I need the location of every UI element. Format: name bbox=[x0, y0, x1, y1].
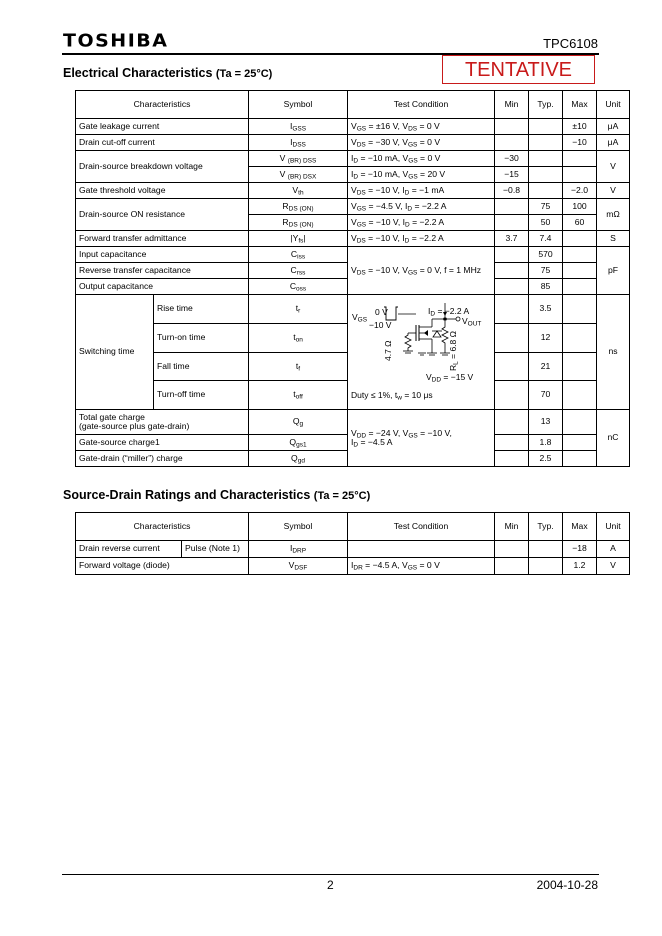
table-row bbox=[76, 410, 630, 435]
symbol: $I_{GSS}$ bbox=[249, 119, 348, 135]
vout-label: $V_{OUT}$ bbox=[462, 316, 482, 328]
switching-label: Turn-on time bbox=[154, 323, 249, 352]
symbol: $I_{DRP}$ bbox=[249, 541, 348, 558]
part-number: TPC6108 bbox=[543, 36, 598, 51]
symbol: $C_{oss}$ bbox=[249, 279, 348, 295]
pulse-high-label: 0 V bbox=[375, 307, 388, 317]
symbol: $I_{DSS}$ bbox=[249, 135, 348, 151]
symbol: $|Y_{fs}|$ bbox=[249, 231, 348, 247]
switching-label: Turn-off time bbox=[154, 381, 249, 410]
typ-value: 85 bbox=[529, 279, 563, 295]
unit: V bbox=[597, 183, 630, 199]
symbol: $Q_{gd}$ bbox=[249, 451, 348, 467]
row-name: Drain-source breakdown voltage bbox=[76, 151, 249, 183]
unit: nC bbox=[597, 410, 630, 467]
max-value: 100 bbox=[563, 199, 597, 215]
table-row bbox=[76, 151, 630, 167]
col-test-condition: Test Condition bbox=[348, 91, 495, 119]
col-symbol: Symbol bbox=[249, 91, 348, 119]
symbol: $V_{DSF}$ bbox=[249, 558, 348, 575]
symbol: V $_{(BR) DSX}$ bbox=[249, 167, 348, 183]
vgs-label: $V_{GS}$ bbox=[352, 312, 368, 324]
table-row bbox=[76, 295, 630, 324]
row-name: Gate threshold voltage bbox=[76, 183, 249, 199]
table-row bbox=[76, 199, 630, 215]
switching-label: Fall time bbox=[154, 352, 249, 381]
table-row bbox=[76, 135, 630, 151]
table-header-row bbox=[76, 513, 630, 541]
symbol: $R_{DS (ON)}$ bbox=[249, 215, 348, 231]
footer-rule bbox=[62, 874, 599, 875]
row-name: Drain cut-off current bbox=[76, 135, 249, 151]
symbol: $t_f$ bbox=[249, 352, 348, 381]
typ-value: 7.4 bbox=[529, 231, 563, 247]
max-value: −18 bbox=[563, 541, 597, 558]
vdd-label: $V_{DD} = -15$ V bbox=[426, 372, 474, 384]
id-label: $I_D = -2.2$ A bbox=[428, 306, 470, 318]
symbol: $C_{iss}$ bbox=[249, 247, 348, 263]
rl-label: $R_L = 6.8$ Ω bbox=[448, 331, 460, 371]
min-value: −0.8 bbox=[495, 183, 529, 199]
typ-value: 1.8 bbox=[529, 435, 563, 451]
typ-value: 50 bbox=[529, 215, 563, 231]
typ-value: 75 bbox=[529, 263, 563, 279]
electrical-table bbox=[75, 90, 630, 467]
table-row bbox=[76, 558, 630, 575]
source-drain-ta: (Ta = 25°C) bbox=[313, 490, 371, 502]
row-name: Forward transfer admittance bbox=[76, 231, 249, 247]
row-name: Total gate charge (gate-source plus gate-drain) bbox=[76, 410, 249, 435]
duty-label: Duty ≤ 1%, $t_w = 10$ μs bbox=[351, 390, 433, 402]
test-condition: $V_{DS} = -10$ V, $V_{GS} = 0$ V, f = 1 MHz bbox=[348, 247, 495, 295]
row-name: Input capacitance bbox=[76, 247, 249, 263]
test-condition: $V_{GS} = \pm 16$ V, $V_{DS} = 0$ V bbox=[348, 119, 495, 135]
symbol: V $_{(BR) DSS}$ bbox=[249, 151, 348, 167]
switching-test-circuit bbox=[348, 295, 495, 410]
max-value: −10 bbox=[563, 135, 597, 151]
row-name: Reverse transfer capacitance bbox=[76, 263, 249, 279]
table-row bbox=[76, 183, 630, 199]
test-condition: $V_{DS} = -30$ V, $V_{GS} = 0$ V bbox=[348, 135, 495, 151]
unit: V bbox=[597, 558, 630, 575]
unit: μA bbox=[597, 135, 630, 151]
max-value: ±10 bbox=[563, 119, 597, 135]
row-name: Gate leakage current bbox=[76, 119, 249, 135]
typ-value: 75 bbox=[529, 199, 563, 215]
toshiba-logo: TOSHIBA bbox=[63, 30, 169, 52]
unit: ns bbox=[597, 295, 630, 410]
typ-value: 70 bbox=[529, 381, 563, 410]
symbol: $Q_{gs1}$ bbox=[249, 435, 348, 451]
test-condition: $V_{DD} = -24$ V, $V_{GS} = -10$ V, $I_D = -4.5$ A bbox=[348, 410, 495, 467]
symbol: $R_{DS (ON)}$ bbox=[249, 199, 348, 215]
row-name: Gate-source charge1 bbox=[76, 435, 249, 451]
col-symbol: Symbol bbox=[249, 513, 348, 541]
document-date: 2004-10-28 bbox=[536, 878, 598, 892]
symbol: $t_r$ bbox=[249, 295, 348, 324]
col-unit: Unit bbox=[597, 91, 630, 119]
max-value: 1.2 bbox=[563, 558, 597, 575]
test-condition: $I_D = -10$ mA, $V_{GS} = 0$ V bbox=[348, 151, 495, 167]
row-note: Pulse (Note 1) bbox=[182, 541, 249, 558]
typ-value: 12 bbox=[529, 323, 563, 352]
symbol: $t_{off}$ bbox=[249, 381, 348, 410]
table-row bbox=[76, 541, 630, 558]
page-number: 2 bbox=[327, 878, 334, 892]
test-condition: $I_{DR} = -4.5$ A, $V_{GS} = 0$ V bbox=[348, 558, 495, 575]
test-condition: $V_{GS} = -10$ V, $I_D = -2.2$ A bbox=[348, 215, 495, 231]
typ-value: 570 bbox=[529, 247, 563, 263]
col-max: Max bbox=[563, 91, 597, 119]
symbol: $C_{rss}$ bbox=[249, 263, 348, 279]
table-row bbox=[76, 247, 630, 263]
electrical-title-text: Electrical Characteristics bbox=[63, 66, 213, 80]
max-value: 60 bbox=[563, 215, 597, 231]
switching-label: Rise time bbox=[154, 295, 249, 324]
min-value: −30 bbox=[495, 151, 529, 167]
electrical-ta: (Ta = 25°C) bbox=[215, 68, 273, 80]
min-value: −15 bbox=[495, 167, 529, 183]
col-unit: Unit bbox=[597, 513, 630, 541]
typ-value: 3.5 bbox=[529, 295, 563, 324]
unit: V bbox=[597, 151, 630, 183]
table-row bbox=[76, 231, 630, 247]
col-test-condition: Test Condition bbox=[348, 513, 495, 541]
test-condition: $V_{GS} = -4.5$ V, $I_D = -2.2$ A bbox=[348, 199, 495, 215]
row-name: Output capacitance bbox=[76, 279, 249, 295]
row-name: Gate-drain (“miller”) charge bbox=[76, 451, 249, 467]
electrical-section-title bbox=[63, 66, 272, 80]
source-drain-table bbox=[75, 512, 630, 575]
typ-value: 21 bbox=[529, 352, 563, 381]
unit: A bbox=[597, 541, 630, 558]
gate-resistor-label: 4.7 Ω bbox=[383, 340, 393, 361]
source-drain-section-title bbox=[63, 488, 370, 502]
symbol: $t_{on}$ bbox=[249, 323, 348, 352]
col-characteristics: Characteristics bbox=[76, 91, 249, 119]
row-name: Drain-source ON resistance bbox=[76, 199, 249, 231]
unit: pF bbox=[597, 247, 630, 295]
col-min: Min bbox=[495, 91, 529, 119]
test-condition: $V_{DS} = -10$ V, $I_D = -2.2$ A bbox=[348, 231, 495, 247]
tentative-stamp: TENTATIVE bbox=[442, 55, 595, 84]
table-row bbox=[76, 119, 630, 135]
source-drain-title-text: Source-Drain Ratings and Characteristics bbox=[63, 488, 311, 502]
col-characteristics: Characteristics bbox=[76, 513, 249, 541]
col-typ: Typ. bbox=[529, 91, 563, 119]
test-condition: $V_{DS} = -10$ V, $I_D = -1$ mA bbox=[348, 183, 495, 199]
col-min: Min bbox=[495, 513, 529, 541]
max-value: −2.0 bbox=[563, 183, 597, 199]
typ-value: 13 bbox=[529, 410, 563, 435]
table-header-row bbox=[76, 91, 630, 119]
typ-value: 2.5 bbox=[529, 451, 563, 467]
pulse-low-label: −10 V bbox=[369, 320, 392, 330]
row-name: Switching time bbox=[76, 295, 154, 410]
symbol: $Q_g$ bbox=[249, 410, 348, 435]
unit: μA bbox=[597, 119, 630, 135]
col-typ: Typ. bbox=[529, 513, 563, 541]
min-value: 3.7 bbox=[495, 231, 529, 247]
unit: mΩ bbox=[597, 199, 630, 231]
symbol: $V_{th}$ bbox=[249, 183, 348, 199]
row-name: Drain reverse current bbox=[76, 541, 182, 558]
row-name: Forward voltage (diode) bbox=[76, 558, 249, 575]
unit: S bbox=[597, 231, 630, 247]
test-condition: $I_D = -10$ mA, $V_{GS} = 20$ V bbox=[348, 167, 495, 183]
col-max: Max bbox=[563, 513, 597, 541]
